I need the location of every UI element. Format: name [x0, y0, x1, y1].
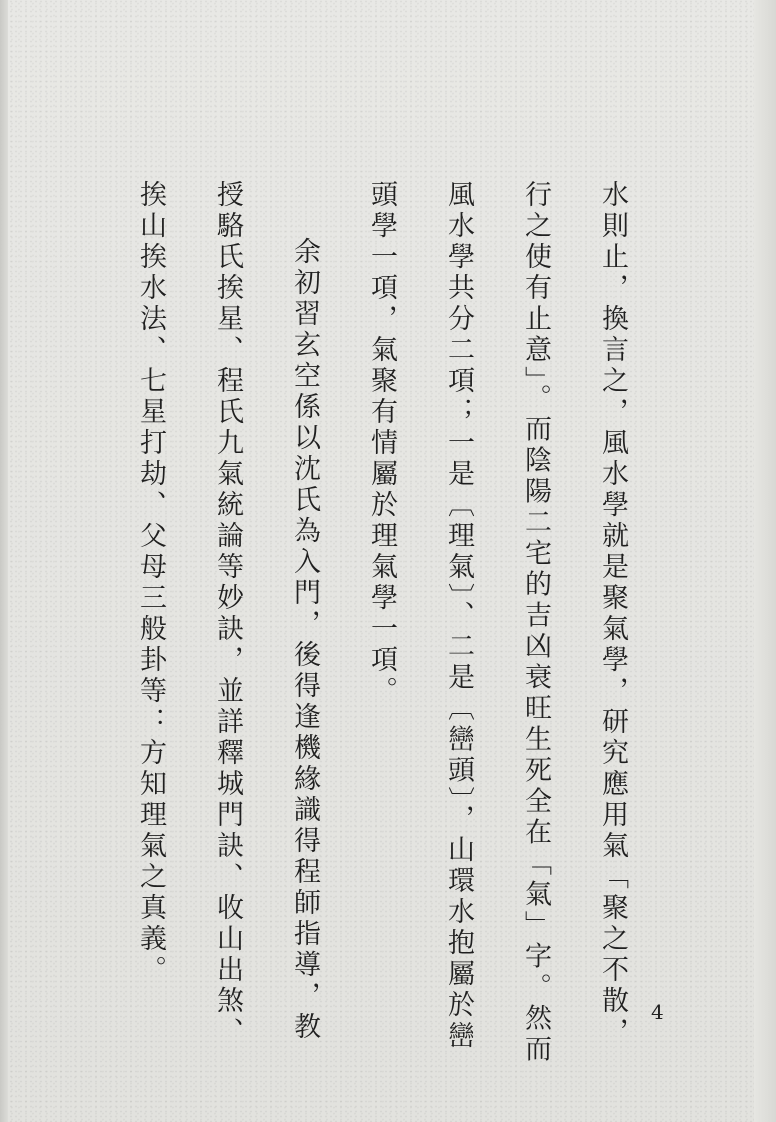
text-column-1: 水則止，換言之，風水學就是聚氣學，研究應用氣「聚之不散， [597, 180, 628, 1048]
page-number: 4 [651, 1000, 664, 1024]
text-column-6: 授駱氏挨星、程氏九氣統論等妙訣，並詳釋城門訣、收山出煞、 [212, 180, 243, 1048]
page-left-edge [0, 0, 8, 1122]
page-right-edge [754, 0, 776, 1122]
text-column-2: 行之使有止意」。而陰陽二宅的吉凶衰旺生死全在「氣」字。然而 [520, 180, 551, 1066]
text-column-3: 風水學共分二項；一是〔理氣〕、二是〔巒頭〕，山環水抱屬於巒 [443, 180, 474, 1052]
text-column-7: 挨山挨水法、七星打劫、父母三般卦等：方知理氣之真義。 [135, 180, 166, 986]
text-column-5: 余初習玄空係以沈氏為入門，後得逢機緣識得程師指導，教 [289, 206, 320, 1043]
text-column-4: 頭學一項，氣聚有情屬於理氣學一項。 [366, 180, 397, 707]
